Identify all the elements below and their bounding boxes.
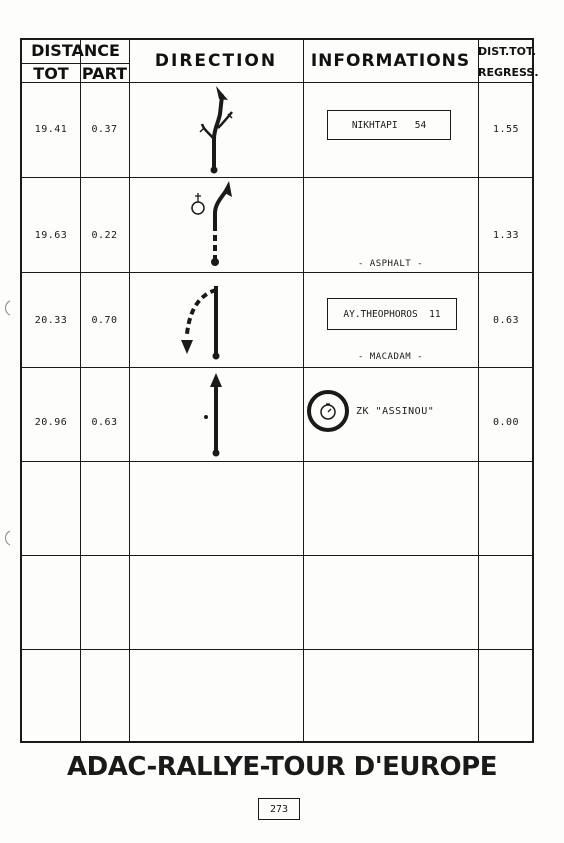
row4-regress: 0.00 [492,417,520,428]
row4-tot: 20.96 [34,417,68,428]
row2-regress: 1.33 [492,230,520,241]
row1-part: 0.37 [91,124,118,135]
row2-part: 0.22 [91,230,118,241]
row1-tot: 19.41 [34,124,68,135]
punch-hole-mark [2,300,12,316]
row1-regress: 1.55 [492,124,520,135]
row4-part: 0.63 [91,417,118,428]
header-informations: INFORMATIONS [310,51,471,71]
straight-ahead-icon [194,369,244,461]
row-divider [22,177,532,178]
row3-info-box: AY.THEOPHOROS 11 [327,298,457,330]
row3-part: 0.70 [91,315,118,326]
column-divider [303,40,304,741]
row3-info-note: - MACADAM - [357,352,424,362]
row-divider [22,649,532,650]
row-divider [22,461,532,462]
column-divider [80,40,81,741]
time-control-clock-icon [307,390,349,432]
row1-info-box: NIKHTAPI 54 [327,110,451,140]
header-dist-tot: DIST.TOT. [478,45,537,58]
rally-title: ADAC-RALLYE-TOUR D'EUROPE [67,752,497,782]
row-divider [22,272,532,273]
page-number: 273 [258,798,300,820]
row3-regress: 0.63 [492,315,520,326]
header-part: PART [81,64,128,83]
roadbook-table [20,38,539,743]
column-divider [129,40,130,741]
row3-tot: 20.33 [34,315,68,326]
row2-tot: 19.63 [34,230,68,241]
header-tot: TOT [33,64,69,83]
header-direction: DIRECTION [154,51,278,71]
row-divider [22,555,532,556]
church-junction-straight-icon [186,179,246,271]
header-distance: DISTANCE [31,41,120,60]
row4-info-note: ZK "ASSINOU" [356,406,435,417]
dashed-left-turn-icon [174,274,244,366]
row2-info-note: - ASPHALT - [357,259,424,269]
row-divider [22,82,532,83]
punch-hole-mark [2,530,12,546]
header-regress: REGRESS. [478,66,539,79]
row-divider [22,367,532,368]
column-divider [478,40,479,741]
fork-bear-left-icon [194,84,244,176]
